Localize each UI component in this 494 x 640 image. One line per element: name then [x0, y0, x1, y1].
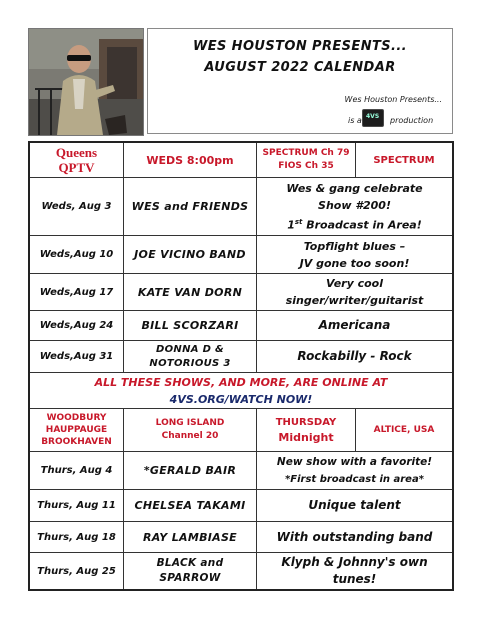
provider-cell: SPECTRUM [355, 143, 452, 177]
credit-production: production [390, 116, 434, 125]
show-description: Very cool singer/writer/guitarist [256, 274, 452, 310]
date-label: Weds,Aug 10 [39, 249, 114, 260]
header-box [147, 28, 453, 134]
date-label: Weds,Aug 31 [39, 351, 114, 362]
show-name: KATE VAN DORN [137, 285, 243, 299]
table-row [30, 340, 452, 372]
show-description: Unique talent [256, 490, 452, 521]
4vs-logo-icon: 4VS [362, 109, 384, 127]
show-description: Klyph & Johnny's own tunes! [256, 553, 452, 589]
time-cell: THURSDAY Midnight [256, 409, 355, 451]
page-title: WES HOUSTON PRESENTS... [192, 39, 408, 54]
show-description: With outstanding band [256, 522, 452, 552]
show-description: New show with a favorite! *First broadcast in area* [256, 452, 452, 489]
date-label: Thurs, Aug 11 [37, 500, 116, 511]
date-label: Weds,Aug 17 [39, 286, 114, 298]
host-photo [28, 28, 144, 136]
section1-header-row [30, 143, 452, 177]
show-name: DONNA D & NOTORIOUS 3 [123, 341, 256, 372]
table-row [30, 552, 452, 589]
show-name: JOE VICINO BAND [134, 248, 246, 261]
page-subtitle: AUGUST 2022 CALENDAR [204, 60, 396, 75]
network-cell: Queens QPTV [55, 145, 98, 175]
website-link[interactable]: 4VS.ORG/WATCH NOW! [169, 392, 313, 406]
show-description: Topflight blues – JV gone too soon! [256, 236, 452, 273]
credit-text: Wes Houston Presents... [344, 95, 442, 104]
show-description: Americana [256, 311, 452, 340]
table-row [30, 177, 452, 235]
section2-header-row [30, 408, 452, 451]
show-name: CHELSEA TAKAMI [134, 499, 246, 512]
credit-is-a: is a [348, 116, 362, 125]
show-name: * GERALD BAIR [123, 452, 256, 489]
date-label: Thurs, Aug 4 [40, 465, 113, 476]
date-label: Thurs, Aug 25 [37, 565, 116, 577]
time-cell: WEDS 8:00pm [123, 143, 256, 177]
date-label: Thurs, Aug 18 [37, 531, 116, 543]
show-name: BLACK and SPARROW [123, 553, 256, 589]
table-row [30, 521, 452, 552]
date-label: Weds, Aug 3 [41, 201, 112, 212]
show-description: Wes & gang celebrate Show #200! 1st Broadcast in Area! [256, 178, 452, 235]
schedule-table [28, 141, 454, 591]
provider-cell: ALTICE, USA [355, 409, 452, 451]
table-row [30, 451, 452, 489]
network-cell: LONG ISLAND Channel 20 [123, 409, 256, 451]
table-row [30, 235, 452, 273]
channel-cell: SPECTRUM Ch 79 FIOS Ch 35 [256, 143, 355, 177]
show-name: WES and FRIENDS [131, 200, 249, 213]
area-cell: WOODBURY HAUPPAUGE BROOKHAVEN [41, 413, 112, 447]
show-name: RAY LAMBIASE [142, 530, 237, 544]
date-label: Weds,Aug 24 [39, 320, 114, 331]
show-description: Rockabilly - Rock [256, 341, 452, 372]
online-banner-text: ALL THESE SHOWS, AND MORE, ARE ONLINE AT [94, 375, 388, 389]
table-row [30, 273, 452, 310]
show-name: BILL SCORZARI [141, 319, 239, 332]
table-row [30, 489, 452, 521]
table-row [30, 310, 452, 340]
online-banner-row [30, 372, 452, 408]
